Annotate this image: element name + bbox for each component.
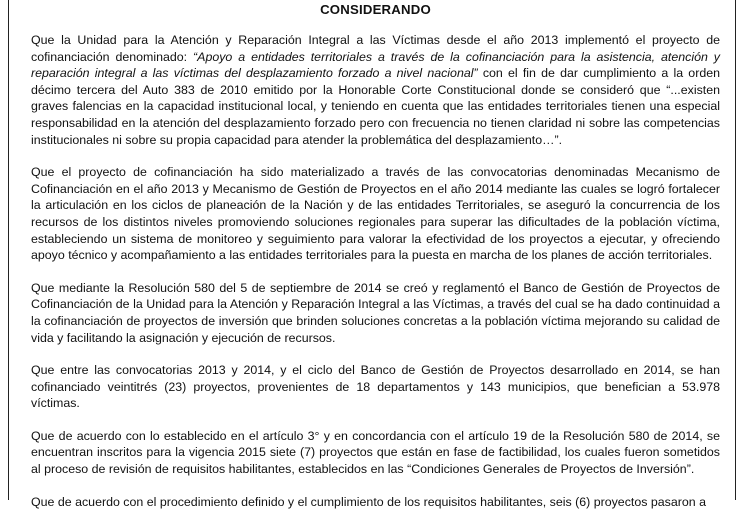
paragraph-6: Que de acuerdo con el procedimiento definido y el cumplimiento de los requisitos habilitantes, seis (6) proyectos pasaron a [31, 494, 706, 509]
section-heading: CONSIDERANDO [320, 2, 431, 17]
paragraph-1 [31, 32, 720, 148]
page-border-left [8, 0, 9, 500]
paragraph-4: Que entre las convocatorias 2013 y 2014, y el ciclo del Banco de Gestión de Proyectos desarrollado en 2014, se han cofinanciado veintitrés (23) proyectos, provenientes de 18 departamentos y 143 municipios, que benefician a 53.978 víctimas. [31, 363, 720, 411]
paragraph-3: Que mediante la Resolución 580 del 5 de septiembre de 2014 se creó y reglamentó el Banco de Gestión de Proyectos de Cofinanciación de la Unidad para la Atención y Reparación Integral a las Víctimas, a través del cual se ha dado continuidad a la cofinanciación de proyectos de inversión que brinden soluciones concretas a la población víctima mejorando su calidad de vida y facilitando la asignación y ejecución de recursos. [31, 280, 720, 345]
paragraph-5: Que de acuerdo con lo establecido en el artículo 3° y en concordancia con el artículo 19 de la Resolución 580 de 2014, se encuentran inscritos para la vigencia 2015 siete (7) proyectos que están en fase de factibilidad, los cuales fueron sometidos al proceso de revisión de requisitos habilitantes, establecidos en las “Condiciones Generales de Proyectos de Inversión”. [31, 428, 720, 477]
page-border-right [735, 0, 736, 500]
document-body [31, 0, 720, 510]
paragraph-1-project-name: “Apoyo a entidades territoriales a través de la cofinanciación para la asistencia, atención y reparación integral a las víctimas del desplazamiento forzado a nivel nacional” [31, 49, 720, 81]
paragraph-1-text: Que la Unidad para la Atención y Reparación Integral a las Víctimas desde el año 2013 implementó el proyecto de cofinanciación denominado: [31, 33, 720, 64]
paragraph-1-text-continued: con el fin de dar cumplimiento a la orden décimo tercera del Auto 383 de 2010 emitido por la Honorable Corte Constitucional donde se consideró que “...existen graves falencias en la capacidad institucional local, y teniendo en cuenta que las entidades territoriales tienen una especial responsabilidad en la atención del desplazamiento forzado pero con frecuencia no tienen claridad ni sobre las competencias institucionales ni sobre su propia capacidad para atender la problemática del desplazamiento…”. [31, 66, 720, 147]
paragraph-2: Que el proyecto de cofinanciación ha sido materializado a través de las convocatorias denominadas Mecanismo de Cofinanciación en el año 2013 y Mecanismo de Gestión de Proyectos en el año 2014 mediante las cuales se logró fortalecer la articulación en los ciclos de planeación de la Nación y de las entidades Territoriales, se aseguró la concurrencia de los recursos de los distintos niveles promoviendo soluciones regionales para superar las dificultades de la población víctima, estableciendo un sistema de monitoreo y seguimiento para valorar la efectividad de los proyectos a ejecutar, y ofreciendo apoyo técnico y acompañamiento a las entidades territoriales para la puesta en marcha de los planes de acción territoriales. [31, 165, 720, 263]
